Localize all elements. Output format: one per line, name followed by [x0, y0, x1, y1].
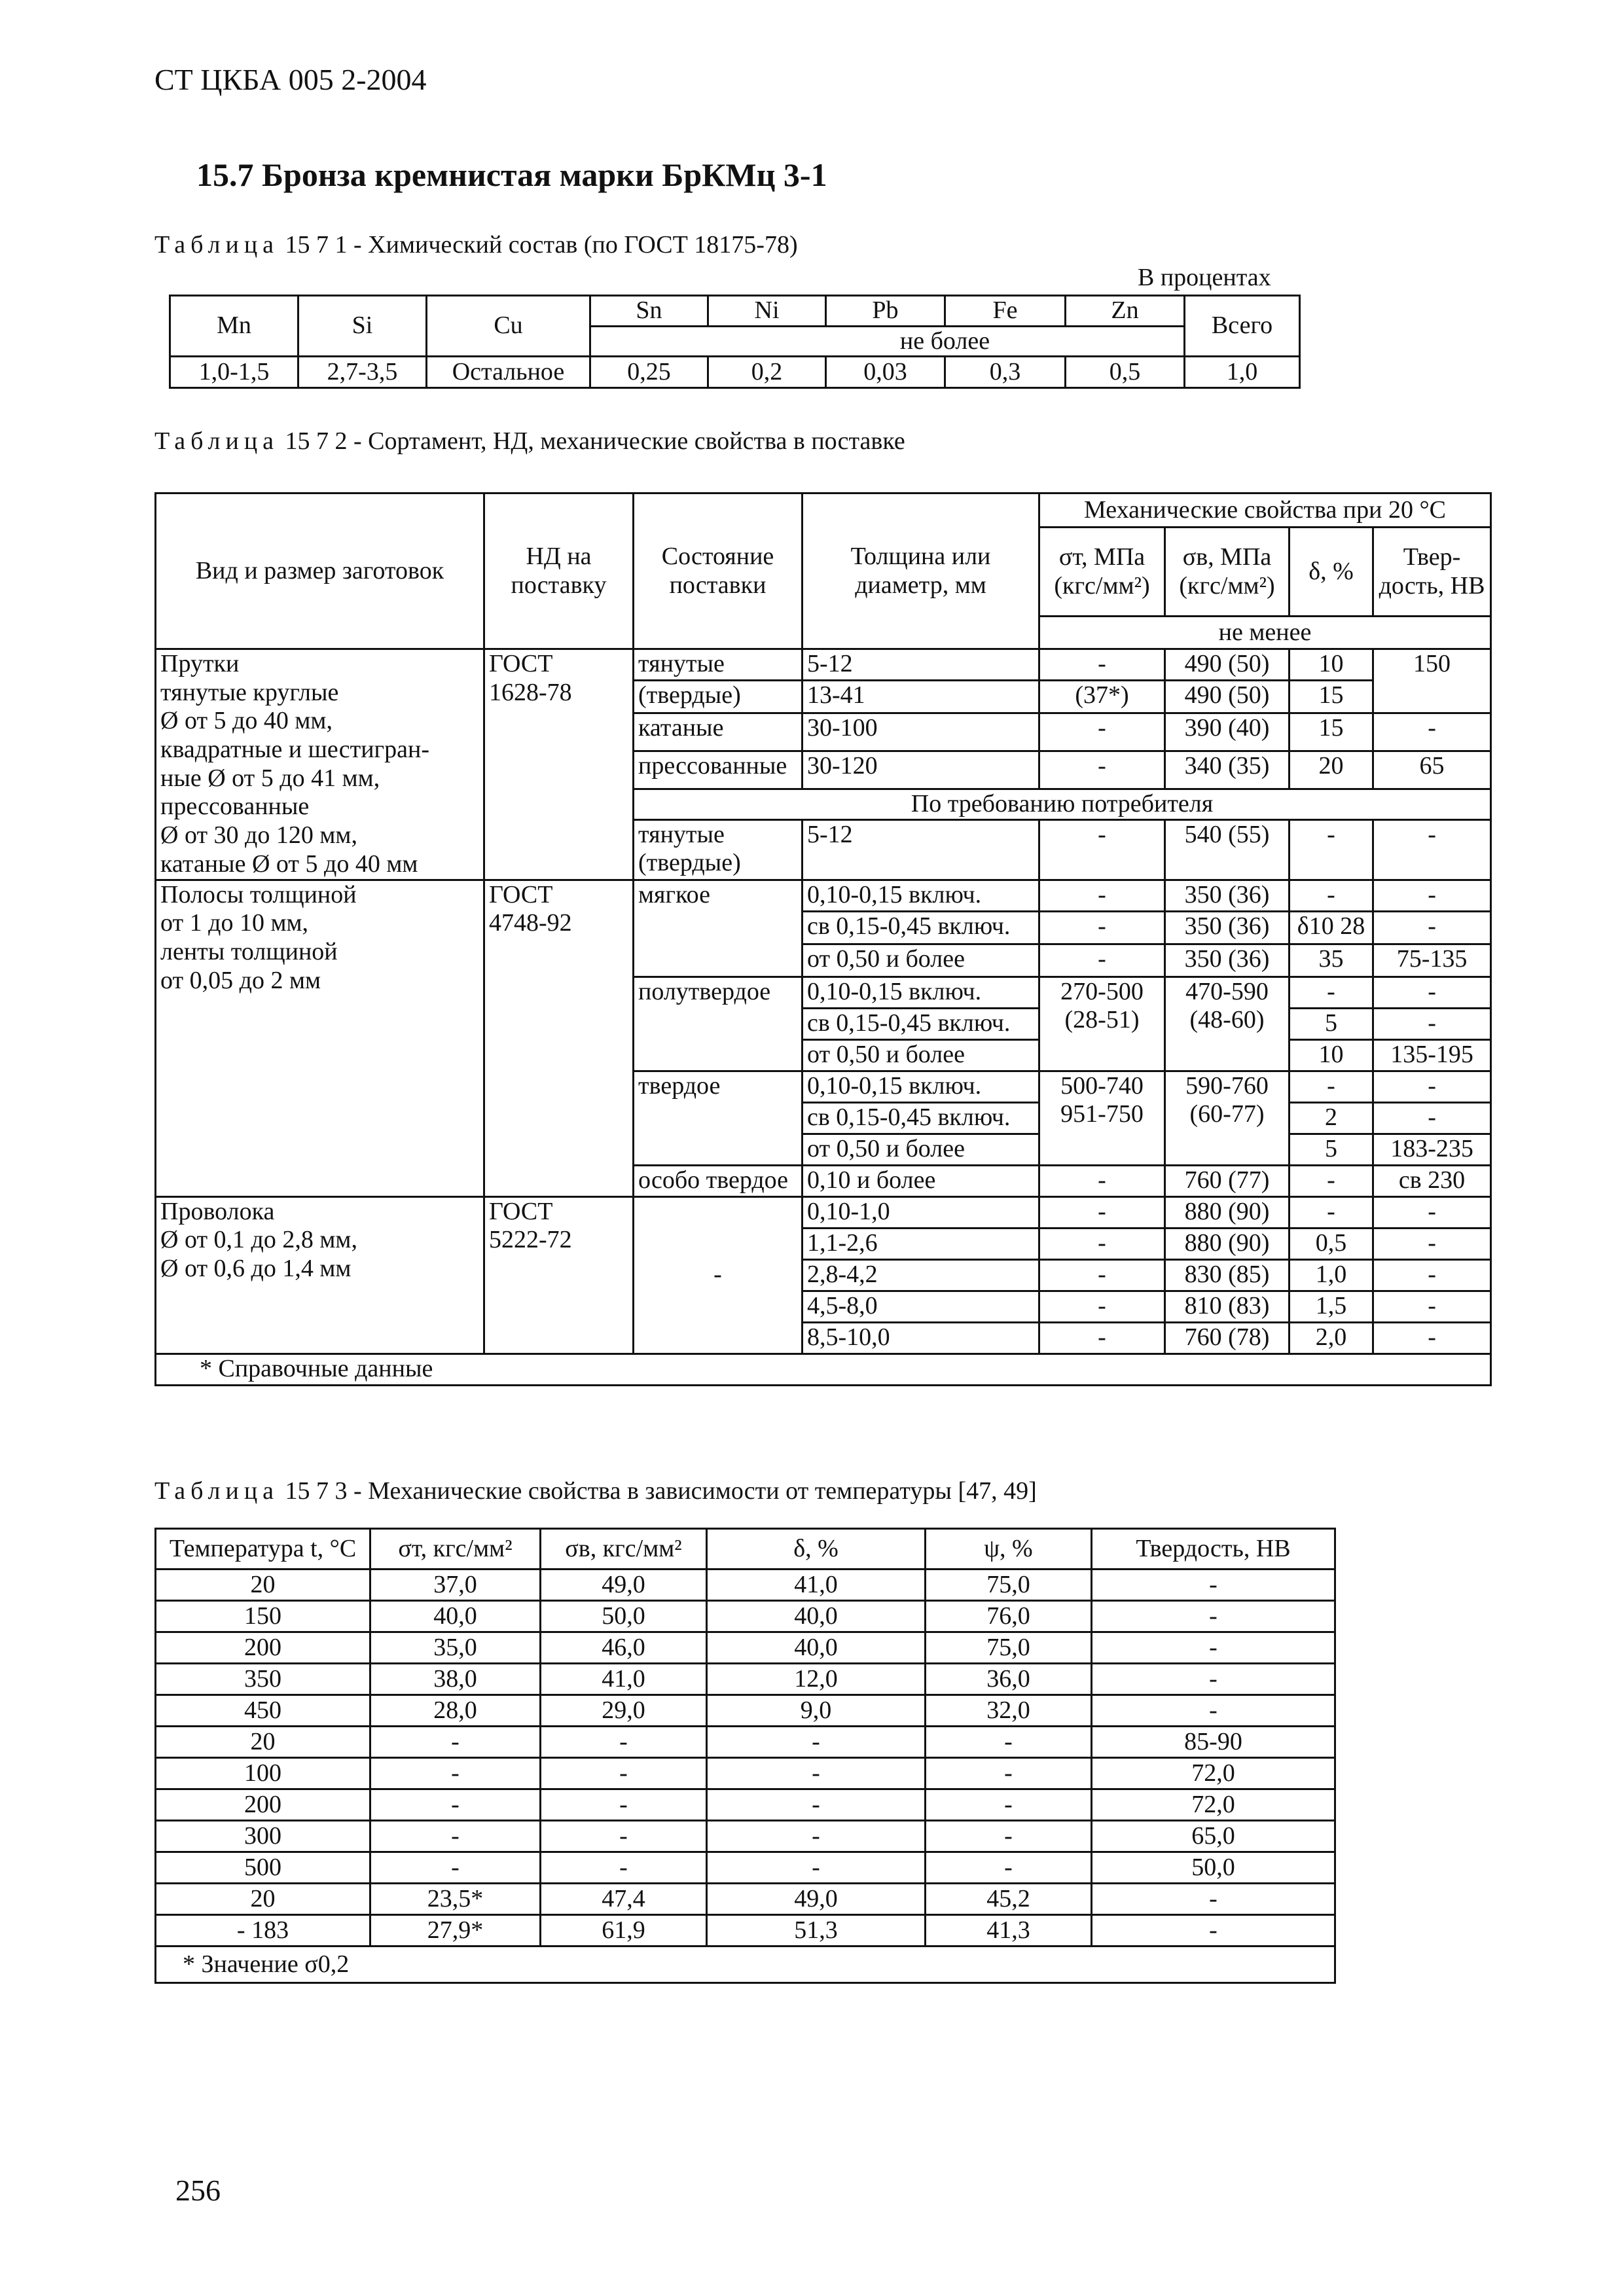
- table3-cell: 41,0: [707, 1570, 926, 1601]
- table1-caption-num: 15 7 1: [285, 231, 348, 259]
- table2-hardness: 150: [1373, 649, 1491, 713]
- table2-delta: -: [1290, 1071, 1373, 1102]
- table3-cell: -: [370, 1852, 541, 1884]
- table2-nd-strips: [484, 880, 634, 1196]
- state-line: (твердые): [638, 849, 741, 877]
- value-line: (28-51): [1064, 1006, 1140, 1034]
- table1-chem-composition: [169, 295, 1301, 389]
- table2-delta: 15: [1290, 713, 1373, 751]
- kind-line: катаные Ø от 5 до 40 мм: [160, 850, 418, 878]
- table3-header-cell: σв, кгс/мм²: [541, 1529, 707, 1570]
- table2-sigma-t: -: [1039, 713, 1165, 751]
- table2-delta: 15: [1290, 681, 1373, 713]
- kind-line: ные Ø от 5 до 41 мм,: [160, 764, 380, 792]
- table2-delta: 2: [1290, 1102, 1373, 1134]
- table2-delta: 5: [1290, 1134, 1373, 1165]
- table2-delta: -: [1290, 977, 1373, 1008]
- table3-cell: 20: [156, 1727, 370, 1758]
- table3-cell: -: [370, 1789, 541, 1821]
- table3-cell: -: [541, 1852, 707, 1884]
- table1-header-cell: Fe: [945, 296, 1066, 327]
- table2-state: -: [634, 1196, 803, 1354]
- table3-cell: -: [926, 1821, 1092, 1852]
- table2-h-sigma-v: σв, МПа (кгс/мм²): [1165, 528, 1290, 617]
- table2-h-delta: δ, %: [1290, 528, 1373, 617]
- table3-cell: 45,2: [926, 1884, 1092, 1915]
- table3-cell: 500: [156, 1852, 370, 1884]
- table2-caption: [154, 427, 905, 456]
- table3-cell: 450: [156, 1695, 370, 1727]
- table1-header-cell: Mn: [170, 296, 298, 357]
- table2-thickness: от 0,50 и более: [803, 1134, 1039, 1165]
- table2-hardness: -: [1373, 1071, 1491, 1102]
- table3-cell: 37,0: [370, 1570, 541, 1601]
- table2-sigma-t: -: [1039, 1228, 1165, 1259]
- table2-sigma-t: -: [1039, 911, 1165, 944]
- table2-sigma-v: 810 (83): [1165, 1291, 1290, 1322]
- table2-consumer-note: По требованию потребителя: [634, 789, 1491, 820]
- table3-cell: -: [926, 1758, 1092, 1789]
- table3-cell: -: [1092, 1570, 1335, 1601]
- table3-cell: 40,0: [707, 1601, 926, 1632]
- table3-cell: -: [1092, 1884, 1335, 1915]
- table2-state: твердое: [634, 1071, 803, 1165]
- value-line: (48-60): [1189, 1006, 1265, 1034]
- table1-value-cell: 1,0: [1185, 357, 1300, 388]
- page-number: 256: [175, 2174, 221, 2207]
- table2-hardness: -: [1373, 1291, 1491, 1322]
- table2-sigma-v: 390 (40): [1165, 713, 1290, 751]
- table2-h-state: Состояние поставки: [634, 493, 803, 649]
- table1-header-cell: Zn: [1066, 296, 1185, 327]
- table3-cell: 35,0: [370, 1632, 541, 1664]
- table2-hardness: -: [1373, 977, 1491, 1008]
- table3-cell: -: [541, 1758, 707, 1789]
- table2-thickness: св 0,15-0,45 включ.: [803, 911, 1039, 944]
- table2-kind-wire: [156, 1196, 484, 1354]
- table2-thickness: 8,5-10,0: [803, 1322, 1039, 1354]
- table2-delta: 20: [1290, 751, 1373, 789]
- table1-subheader: не более: [590, 326, 1300, 357]
- table2-sigma-t: -: [1039, 1165, 1165, 1196]
- table1-header-cell: Si: [298, 296, 427, 357]
- table2-assortment: [154, 492, 1492, 1386]
- table3-header-cell: Твердость, НВ: [1092, 1529, 1335, 1570]
- table2-h-hardness: Твер-дость, НВ: [1373, 528, 1491, 617]
- table2-sigma-t: -: [1039, 649, 1165, 681]
- table2-delta: -: [1290, 1196, 1373, 1228]
- table3-cell: 85-90: [1092, 1727, 1335, 1758]
- table2-sigma-v: 340 (35): [1165, 751, 1290, 789]
- table3-cell: 40,0: [707, 1632, 926, 1664]
- table2-sigma-v: 830 (85): [1165, 1259, 1290, 1291]
- table3-cell: -: [1092, 1601, 1335, 1632]
- table2-delta: 0,5: [1290, 1228, 1373, 1259]
- table2-h-thickness: Толщина или диаметр, мм: [803, 493, 1039, 649]
- table2-delta: δ10 28: [1290, 911, 1373, 944]
- kind-line: Ø от 0,6 до 1,4 мм: [160, 1255, 352, 1283]
- table3-cell: 27,9*: [370, 1915, 541, 1946]
- kind-line: от 1 до 10 мм,: [160, 909, 309, 937]
- table3-caption: [154, 1477, 1037, 1505]
- document-header: СТ ЦКБА 005 2-2004: [154, 63, 427, 96]
- table2-sigma-v: 350 (36): [1165, 880, 1290, 911]
- table2-hardness: -: [1373, 880, 1491, 911]
- table1-header-cell: Ni: [708, 296, 826, 327]
- value-line: 500-740: [1060, 1071, 1144, 1100]
- table2-sigma-t: -: [1039, 880, 1165, 911]
- table2-delta: 10: [1290, 649, 1373, 681]
- table3-cell: -: [370, 1821, 541, 1852]
- table2-sigma-t: -: [1039, 1196, 1165, 1228]
- table3-cell: 29,0: [541, 1695, 707, 1727]
- table2-state: прессованные: [634, 751, 803, 789]
- table1-caption-text: - Химический состав (по ГОСТ 18175-78): [353, 231, 798, 259]
- table3-cell: -: [1092, 1915, 1335, 1946]
- table2-delta: 10: [1290, 1039, 1373, 1071]
- table3-cell: -: [707, 1789, 926, 1821]
- table2-h-min: не менее: [1039, 617, 1491, 649]
- table2-state: мягкое: [634, 880, 803, 977]
- table2-nd-wire: [484, 1196, 634, 1354]
- table2-thickness: 5-12: [803, 819, 1039, 880]
- table2-hardness: -: [1373, 1322, 1491, 1354]
- table2-sigma-v: 540 (55): [1165, 819, 1290, 880]
- table3-cell: -: [541, 1821, 707, 1852]
- table3-cell: -: [541, 1789, 707, 1821]
- table3-header-cell: ψ, %: [926, 1529, 1092, 1570]
- table2-thickness: св 0,15-0,45 включ.: [803, 1102, 1039, 1134]
- table3-cell: 200: [156, 1789, 370, 1821]
- table2-delta: 5: [1290, 1008, 1373, 1039]
- table2-state: (твердые): [634, 681, 803, 713]
- table3-cell: 23,5*: [370, 1884, 541, 1915]
- table3-caption-num: 15 7 3: [285, 1477, 348, 1505]
- table3-cell: -: [926, 1852, 1092, 1884]
- table3-cell: - 183: [156, 1915, 370, 1946]
- table2-sigma-t: (37*): [1039, 681, 1165, 713]
- table2-sigma-t: -: [1039, 819, 1165, 880]
- table3-cell: 75,0: [926, 1570, 1092, 1601]
- kind-line: квадратные и шестигран-: [160, 736, 429, 764]
- table2-hardness: 135-195: [1373, 1039, 1491, 1071]
- table3-caption-word: Таблица: [154, 1477, 280, 1505]
- table1-value-cell: 1,0-1,5: [170, 357, 298, 388]
- table2-sigma-v: 760 (78): [1165, 1322, 1290, 1354]
- table2-sigma-t: -: [1039, 944, 1165, 977]
- table3-caption-text: - Механические свойства в зависимости от температуры [47, 49]: [353, 1477, 1037, 1505]
- section-title: 15.7 Бронза кремнистая марки БрКМц 3-1: [196, 156, 827, 193]
- table3-cell: 41,0: [541, 1664, 707, 1695]
- table2-thickness: св 0,15-0,45 включ.: [803, 1008, 1039, 1039]
- table2-thickness: 2,8-4,2: [803, 1259, 1039, 1291]
- table2-hardness: -: [1373, 1196, 1491, 1228]
- table3-cell: -: [707, 1758, 926, 1789]
- table2-sigma-t: [1039, 977, 1165, 1071]
- table2-thickness: 0,10-1,0: [803, 1196, 1039, 1228]
- table2-hardness: -: [1373, 911, 1491, 944]
- kind-line: от 0,05 до 2 мм: [160, 966, 321, 994]
- table3-cell: -: [1092, 1695, 1335, 1727]
- table2-hardness: -: [1373, 713, 1491, 751]
- table3-cell: 9,0: [707, 1695, 926, 1727]
- table2-delta: 1,0: [1290, 1259, 1373, 1291]
- table2-thickness: 4,5-8,0: [803, 1291, 1039, 1322]
- table1-header-cell: Cu: [427, 296, 590, 357]
- table3-cell: 200: [156, 1632, 370, 1664]
- table2-caption-num: 15 7 2: [285, 427, 348, 455]
- kind-line: Ø от 5 до 40 мм,: [160, 707, 333, 735]
- table3-footnote: * Значение σ0,2: [156, 1946, 1335, 1983]
- table3-cell: 72,0: [1092, 1789, 1335, 1821]
- table2-thickness: 5-12: [803, 649, 1039, 681]
- table3-cell: 38,0: [370, 1664, 541, 1695]
- table1-header-cell: Sn: [590, 296, 708, 327]
- table3-cell: 61,9: [541, 1915, 707, 1946]
- kind-line: тянутые круглые: [160, 678, 339, 706]
- kind-line: Ø от 30 до 120 мм,: [160, 821, 357, 850]
- table2-thickness: 13-41: [803, 681, 1039, 713]
- table3-cell: 100: [156, 1758, 370, 1789]
- table2-hardness: -: [1373, 1259, 1491, 1291]
- table1-caption-word: Таблица: [154, 231, 280, 259]
- table3-cell: 46,0: [541, 1632, 707, 1664]
- kind-line: прессованные: [160, 793, 310, 821]
- table2-delta: -: [1290, 819, 1373, 880]
- table2-state: особо твердое: [634, 1165, 803, 1196]
- table3-header-cell: Температура t, °С: [156, 1529, 370, 1570]
- table2-sigma-t: -: [1039, 751, 1165, 789]
- table3-cell: -: [1092, 1632, 1335, 1664]
- table1-value-cell: 0,5: [1066, 357, 1185, 388]
- table3-cell: -: [926, 1727, 1092, 1758]
- table2-sigma-v: 490 (50): [1165, 649, 1290, 681]
- table1-header-cell: Всего: [1185, 296, 1300, 357]
- table2-hardness: -: [1373, 1228, 1491, 1259]
- table2-hardness: -: [1373, 1008, 1491, 1039]
- table3-cell: -: [541, 1727, 707, 1758]
- table3-cell: -: [1092, 1664, 1335, 1695]
- table3-cell: -: [707, 1727, 926, 1758]
- table2-state: полутвердое: [634, 977, 803, 1071]
- table2-state: тянутые: [634, 649, 803, 681]
- table2-hardness: -: [1373, 819, 1491, 880]
- table1-header-cell: Pb: [826, 296, 945, 327]
- table2-delta: 35: [1290, 944, 1373, 977]
- table2-sigma-v: [1165, 1071, 1290, 1165]
- table2-sigma-v: 880 (90): [1165, 1228, 1290, 1259]
- table2-sigma-t: -: [1039, 1259, 1165, 1291]
- table2-caption-text: - Сортамент, НД, механические свойства в поставке: [353, 427, 905, 455]
- nd-line: 5222-72: [489, 1226, 572, 1254]
- table2-sigma-v: [1165, 977, 1290, 1071]
- table3-cell: 300: [156, 1821, 370, 1852]
- table1-value-cell: Остальное: [427, 357, 590, 388]
- table2-hardness: -: [1373, 1102, 1491, 1134]
- value-line: 470-590: [1185, 977, 1269, 1005]
- table2-hardness: 75-135: [1373, 944, 1491, 977]
- table2-thickness: 1,1-2,6: [803, 1228, 1039, 1259]
- table3-cell: 20: [156, 1884, 370, 1915]
- table2-caption-word: Таблица: [154, 427, 280, 455]
- value-line: 590-760: [1185, 1071, 1269, 1100]
- table2-thickness: 30-100: [803, 713, 1039, 751]
- table3-cell: 36,0: [926, 1664, 1092, 1695]
- table2-delta: 2,0: [1290, 1322, 1373, 1354]
- table3-cell: -: [370, 1758, 541, 1789]
- table2-thickness: от 0,50 и более: [803, 944, 1039, 977]
- table2-sigma-t: [1039, 1071, 1165, 1165]
- kind-line: Ø от 0,1 до 2,8 мм,: [160, 1226, 357, 1254]
- kind-line: Проволока: [160, 1197, 275, 1225]
- value-line: 951-750: [1060, 1100, 1144, 1128]
- table2-sigma-v: 350 (36): [1165, 911, 1290, 944]
- table1-value-cell: 2,7-3,5: [298, 357, 427, 388]
- kind-line: Полосы толщиной: [160, 880, 357, 908]
- table3-cell: 32,0: [926, 1695, 1092, 1727]
- table3-cell: 50,0: [1092, 1852, 1335, 1884]
- table3-temperature-properties: [154, 1528, 1336, 1984]
- table2-thickness: 0,10 и более: [803, 1165, 1039, 1196]
- nd-line: ГОСТ: [489, 1197, 553, 1225]
- table2-sigma-t: -: [1039, 1291, 1165, 1322]
- table2-nd-rods: [484, 649, 634, 880]
- table3-cell: 20: [156, 1570, 370, 1601]
- table2-delta: 1,5: [1290, 1291, 1373, 1322]
- table3-cell: 28,0: [370, 1695, 541, 1727]
- table1-value-cell: 0,25: [590, 357, 708, 388]
- table2-thickness: 0,10-0,15 включ.: [803, 1071, 1039, 1102]
- table3-cell: 76,0: [926, 1601, 1092, 1632]
- table2-h-mech: Механические свойства при 20 °С: [1039, 493, 1491, 528]
- table3-cell: 150: [156, 1601, 370, 1632]
- table2-thickness: от 0,50 и более: [803, 1039, 1039, 1071]
- table2-hardness: 183-235: [1373, 1134, 1491, 1165]
- table2-kind-strips: [156, 880, 484, 1196]
- value-line: 270-500: [1060, 977, 1144, 1005]
- table2-thickness: 30-120: [803, 751, 1039, 789]
- table2-state: катаные: [634, 713, 803, 751]
- table3-cell: 49,0: [707, 1884, 926, 1915]
- table3-cell: 72,0: [1092, 1758, 1335, 1789]
- table2-kind-rods: [156, 649, 484, 880]
- table3-cell: -: [926, 1789, 1092, 1821]
- table3-cell: 40,0: [370, 1601, 541, 1632]
- table2-hardness: св 230: [1373, 1165, 1491, 1196]
- table2-delta: -: [1290, 1165, 1373, 1196]
- table1-value-cell: 0,2: [708, 357, 826, 388]
- table3-cell: -: [370, 1727, 541, 1758]
- table3-cell: 49,0: [541, 1570, 707, 1601]
- table2-h-kind: Вид и размер заготовок: [156, 493, 484, 649]
- table3-cell: 65,0: [1092, 1821, 1335, 1852]
- table3-cell: 41,3: [926, 1915, 1092, 1946]
- table2-footnote: * Справочные данные: [156, 1354, 1491, 1385]
- kind-line: ленты толщиной: [160, 938, 338, 966]
- table2-thickness: 0,10-0,15 включ.: [803, 977, 1039, 1008]
- table3-cell: 12,0: [707, 1664, 926, 1695]
- table1-value-cell: 0,03: [826, 357, 945, 388]
- table2-h-nd: НД на поставку: [484, 493, 634, 649]
- nd-line: ГОСТ: [489, 650, 553, 677]
- table2-thickness: 0,10-0,15 включ.: [803, 880, 1039, 911]
- nd-line: ГОСТ: [489, 880, 553, 908]
- table3-cell: 51,3: [707, 1915, 926, 1946]
- nd-line: 4748-92: [489, 909, 572, 937]
- table2-sigma-v: 880 (90): [1165, 1196, 1290, 1228]
- table2-sigma-t: -: [1039, 1322, 1165, 1354]
- table1-units: В процентах: [1138, 264, 1271, 291]
- value-line: (60-77): [1189, 1100, 1265, 1128]
- table3-cell: -: [707, 1821, 926, 1852]
- table3-cell: -: [707, 1852, 926, 1884]
- nd-line: 1628-78: [489, 678, 572, 706]
- table3-cell: 47,4: [541, 1884, 707, 1915]
- table3-cell: 75,0: [926, 1632, 1092, 1664]
- state-line: тянутые: [638, 820, 725, 848]
- table3-cell: 50,0: [541, 1601, 707, 1632]
- table1-caption: [154, 230, 798, 259]
- table2-state: [634, 819, 803, 880]
- table2-sigma-v: 350 (36): [1165, 944, 1290, 977]
- table2-delta: -: [1290, 880, 1373, 911]
- table2-sigma-v: 760 (77): [1165, 1165, 1290, 1196]
- table2-sigma-v: 490 (50): [1165, 681, 1290, 713]
- table2-h-sigma-t: σт, МПа (кгс/мм²): [1039, 528, 1165, 617]
- table3-cell: 350: [156, 1664, 370, 1695]
- table1-value-cell: 0,3: [945, 357, 1066, 388]
- table3-header-cell: σт, кгс/мм²: [370, 1529, 541, 1570]
- table3-header-cell: δ, %: [707, 1529, 926, 1570]
- kind-line: Прутки: [160, 650, 240, 677]
- table2-hardness: 65: [1373, 751, 1491, 789]
